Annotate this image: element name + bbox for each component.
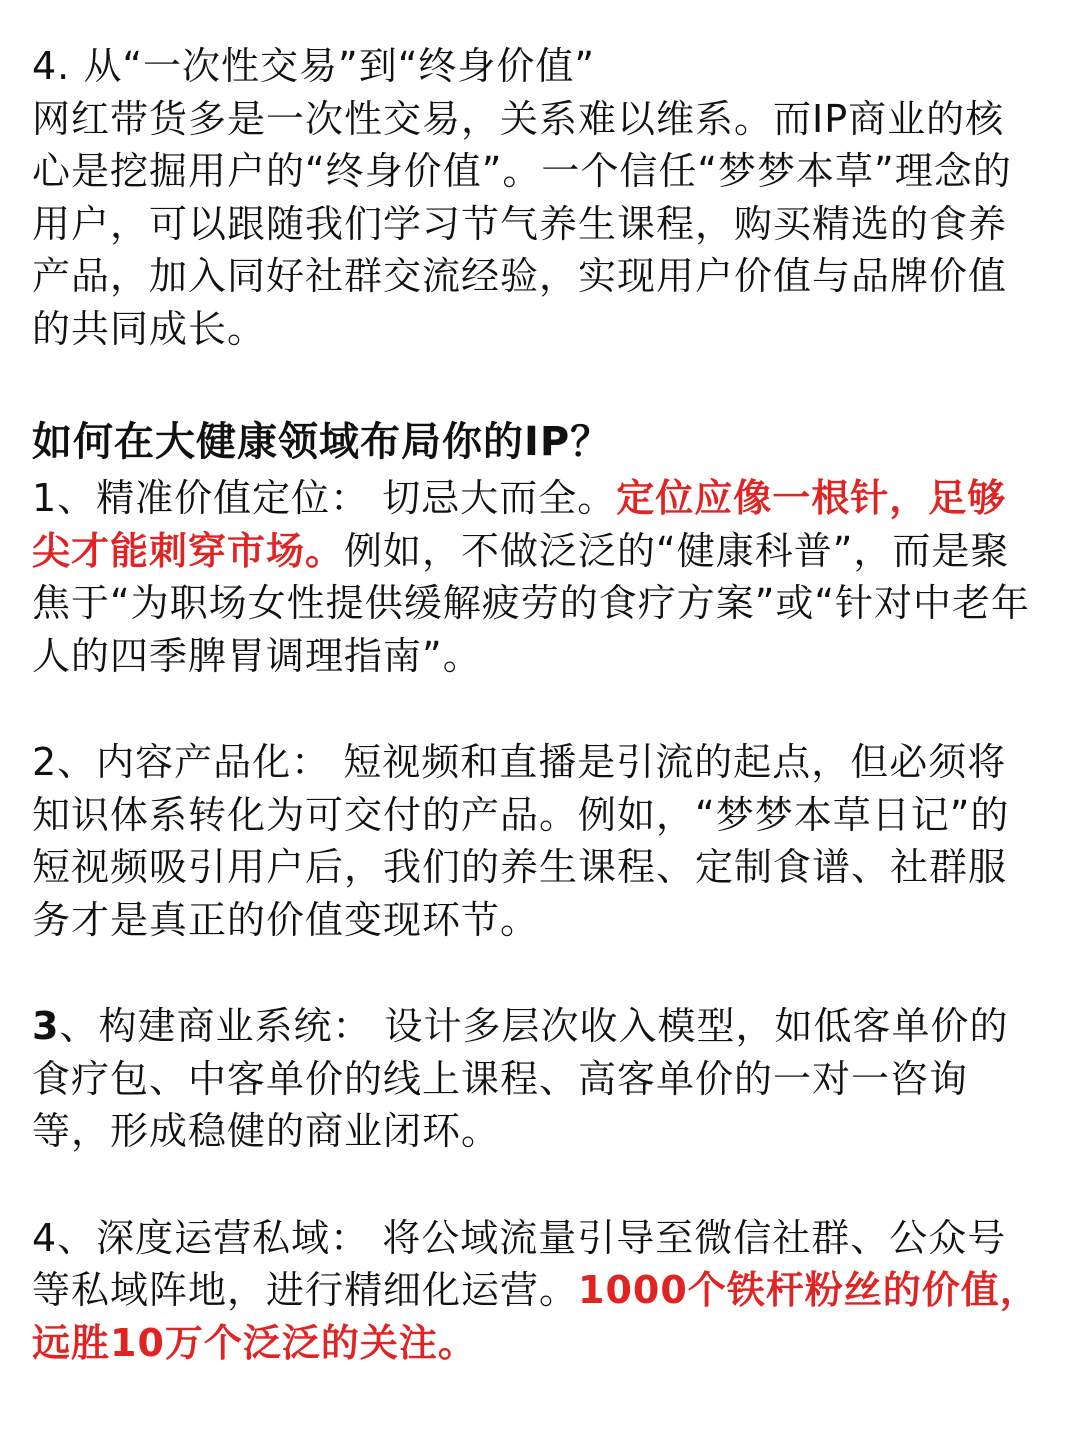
item-3-prefix: 、构建商业系统： (59, 1004, 372, 1048)
spacer (32, 946, 1040, 1000)
section-1 (32, 40, 1040, 355)
item-3-text: 设计多层次收入模型，如低客单价的食疗包、中客单价的线上课程、高客单价的一对一咨询等，形成稳健的商业闭环。 (32, 1004, 1009, 1153)
item-2-text: 短视频和直播是引流的起点，但必须将知识体系转化为可交付的产品。例如，“梦梦本草日记”的短视频吸引用户后，我们的养生课程、定制食谱、社群服务才是真正的价值变现环节。 (32, 740, 1010, 942)
section-1-body: 网红带货多是一次性交易，关系难以维系。而IP商业的核心是挖掘用户的“终身价值”。一个信任“梦梦本草”理念的用户，可以跟随我们学习节气养生课程，购买精选的食养产品，加入同好社群交流经验，实现用户价值与品牌价值的共同成长。 (32, 96, 1012, 351)
spacer (32, 1158, 1040, 1212)
item-2-prefix: 2、内容产品化： (32, 740, 331, 784)
list-item-4 (32, 1212, 1040, 1370)
item-1-text: 切忌大而全。 (369, 476, 617, 520)
list-item-3 (32, 1000, 1040, 1158)
item-4-highlight: 1000个铁杆粉丝的价值，远胜10万个泛泛的关注。 (32, 1268, 1039, 1365)
list-item-1 (32, 472, 1040, 682)
item-4-prefix: 4、深度运营私域： (32, 1215, 370, 1260)
item-1-example: 例如，不做泛泛的“健康科普”，而是聚焦于“为职场女性提供缓解疲劳的食疗方案”或“针对中老年人的四季脾胃调理指南”。 (32, 528, 1031, 678)
spacer (32, 355, 1040, 412)
section-heading: 如何在大健康领域布局你的IP？ (32, 419, 612, 465)
item-3-number: 3 (32, 1004, 60, 1048)
item-1-highlight: 定位应像一根针，足够尖才能刺穿市场。 (32, 476, 1007, 573)
item-1-prefix: 1、精准价值定位： (32, 476, 370, 520)
section-1-title: 4. 从“一次性交易”到“终身价值” (32, 44, 596, 88)
list-item-2 (32, 736, 1040, 946)
spacer (32, 682, 1040, 736)
item-4-text: 将公域流量引导至微信社群、公众号等私域阵地，进行精细化运营。 (32, 1215, 1007, 1312)
